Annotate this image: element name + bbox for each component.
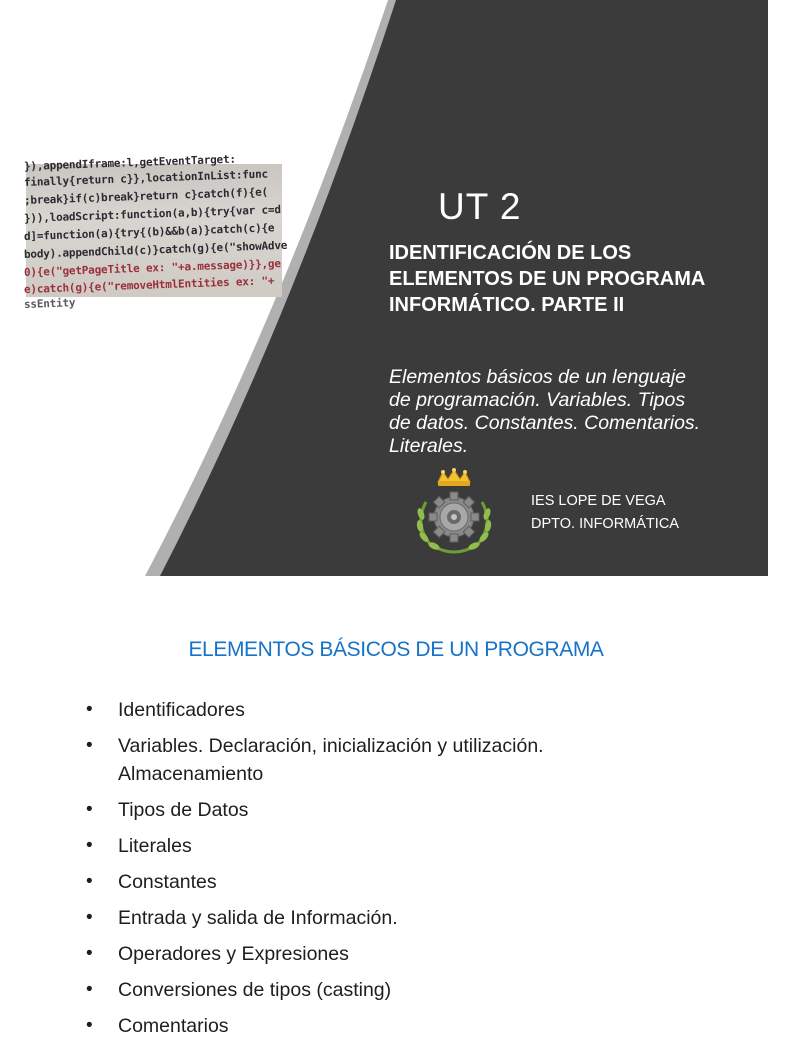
list-item (86, 732, 726, 788)
list-item (86, 868, 726, 896)
list-item-text: Identificadores (118, 699, 245, 721)
organization-block (531, 490, 679, 536)
topics-list (86, 696, 726, 1048)
code-line: body).appendChild(c)}catch(g){e("showAdve (23, 238, 288, 261)
slide-subtitle: Elementos básicos de un lenguaje de programación. Variables. Tipos de datos. Constantes. Comentarios. Literales. (389, 366, 701, 457)
list-item-text: Entrada y salida de Información. (118, 907, 398, 929)
school-crest-icon (412, 468, 496, 556)
code-line: ;break}if(c)break}return c}catch(f){e( (23, 185, 269, 207)
list-item (86, 696, 726, 724)
content-slide (0, 576, 768, 1037)
bullet-icon: • (86, 1015, 93, 1036)
list-item (86, 832, 726, 860)
bullet-icon: • (86, 799, 93, 820)
list-item (86, 1012, 726, 1040)
list-item (86, 796, 726, 824)
list-item-text: Literales (118, 835, 192, 857)
list-item-text: Variables. Declaración, inicialización y utilización. Almacenamiento (118, 735, 544, 785)
code-line: finally{return c}},locationInList:func (23, 167, 269, 189)
list-item-text: Conversiones de tipos (casting) (118, 979, 392, 1001)
bullet-icon: • (86, 735, 93, 756)
department-name: DPTO. INFORMÁTICA (531, 516, 679, 532)
content-slide-title: ELEMENTOS BÁSICOS DE UN PROGRAMA (188, 638, 604, 661)
code-line: }),appendIframe:l,getEventTarget: (23, 152, 237, 173)
list-item-text: Tipos de Datos (118, 799, 249, 821)
list-item (86, 940, 726, 968)
code-line: })),loadScript:function(a,b){try{var c=d (23, 203, 281, 225)
list-item (86, 976, 726, 1004)
list-item-text: Constantes (118, 871, 217, 893)
bullet-icon: • (86, 907, 93, 928)
code-screen-photo (23, 152, 288, 311)
code-line: 0){e("getPageTitle ex: "+a.message)}},ge (23, 257, 281, 279)
code-line: e)catch(g){e("removeHtmlEntities ex: "+ (23, 274, 275, 296)
list-item-text: Comentarios (118, 1015, 229, 1037)
bullet-icon: • (86, 943, 93, 964)
slide-heading: IDENTIFICACIÓN DE LOS ELEMENTOS DE UN PROGRAMA INFORMÁTICO. PARTE II (389, 242, 706, 316)
list-item-text: Operadores y Expresiones (118, 943, 349, 965)
bullet-icon: • (86, 871, 93, 892)
code-line: ssEntity (23, 296, 76, 311)
bullet-icon: • (86, 979, 93, 1000)
unit-title: UT 2 (438, 186, 522, 227)
code-line: d]=function(a){try{(b)&&b(a)}catch(c){e (23, 221, 275, 243)
school-name: IES LOPE DE VEGA (531, 493, 666, 509)
list-item (86, 904, 726, 932)
bullet-icon: • (86, 699, 93, 720)
bullet-icon: • (86, 835, 93, 856)
